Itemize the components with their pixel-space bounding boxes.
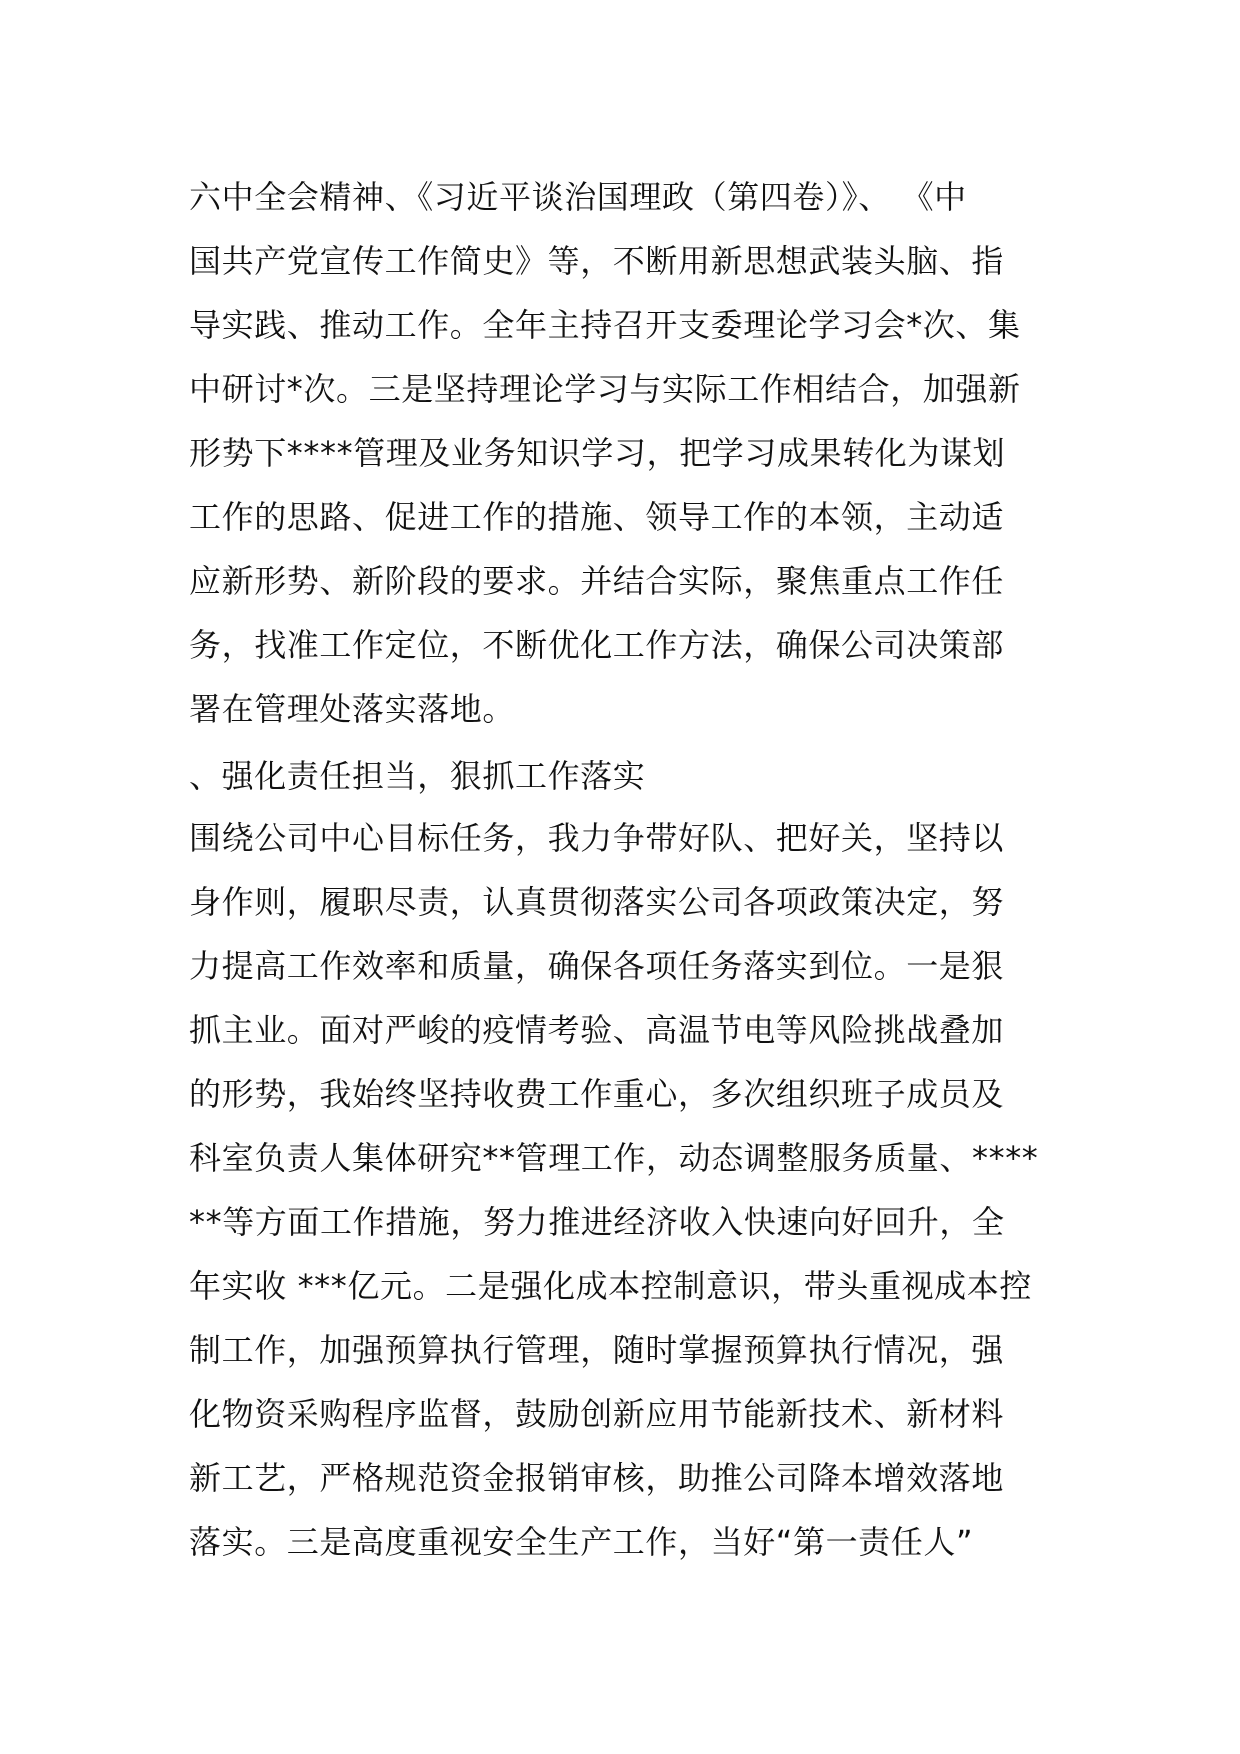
paragraph-line: 抓主业。面对严峻的疫情考验、高温节电等风险挑战叠加 xyxy=(189,1011,1005,1049)
paragraph-line: 围绕公司中心目标任务，我力争带好队、把好关，坚持以 xyxy=(189,819,1005,857)
section-heading-text: 、强化责任担当，狠抓工作落实 xyxy=(189,757,646,795)
paragraph-line: 科室负责人集体研究**管理工作，动态调整服务质量、**** xyxy=(189,1139,1039,1177)
paragraph-line: 务，找准工作定位，不断优化工作方法，确保公司决策部 xyxy=(189,626,1005,664)
paragraph-line: 落实。三是高度重视安全生产工作，当好“第一责任人” xyxy=(189,1523,974,1561)
paragraph-line: 署在管理处落实落地。 xyxy=(189,690,516,728)
paragraph-line: 力提高工作效率和质量，确保各项任务落实到位。一是狠 xyxy=(189,947,1005,985)
paragraph-line: 六中全会精神、《习近平谈治国理政（第四卷）》、 《中 xyxy=(189,178,967,216)
paragraph-line: 工作的思路、促进工作的措施、领导工作的本领，主动适 xyxy=(189,498,1005,536)
section-heading xyxy=(189,744,1059,806)
paragraph-line: 国共产党宣传工作简史》等，不断用新思想武装头脑、指 xyxy=(189,242,1005,280)
paragraph-line: 制工作，加强预算执行管理，随时掌握预算执行情况，强 xyxy=(189,1331,1005,1369)
paragraph-responsibility xyxy=(189,806,1059,1574)
paragraph-line: **等方面工作措施，努力推进经济收入快速向好回升，全 xyxy=(189,1203,1005,1241)
paragraph-line: 形势下****管理及业务知识学习，把学习成果转化为谋划 xyxy=(189,434,1006,472)
paragraph-line: 的形势，我始终坚持收费工作重心，多次组织班子成员及 xyxy=(189,1075,1005,1113)
paragraph-line: 身作则，履职尽责，认真贯彻落实公司各项政策决定，努 xyxy=(189,883,1005,921)
paragraph-line: 应新形势、新阶段的要求。并结合实际，聚焦重点工作任 xyxy=(189,562,1005,600)
paragraph-line: 化物资采购程序监督，鼓励创新应用节能新技术、新材料 xyxy=(189,1395,1005,1433)
paragraph-line: 新工艺，严格规范资金报销审核，助推公司降本增效落地 xyxy=(189,1459,1005,1497)
paragraph-line: 导实践、推动工作。全年主持召开支委理论学习会*次、集 xyxy=(189,306,1021,344)
paragraph-line: 中研讨*次。三是坚持理论学习与实际工作相结合，加强新 xyxy=(189,370,1021,408)
paragraph-line: 年实收 ***亿元。二是强化成本控制意识，带头重视成本控 xyxy=(189,1267,1032,1305)
paragraph-theory-study xyxy=(189,165,1059,741)
